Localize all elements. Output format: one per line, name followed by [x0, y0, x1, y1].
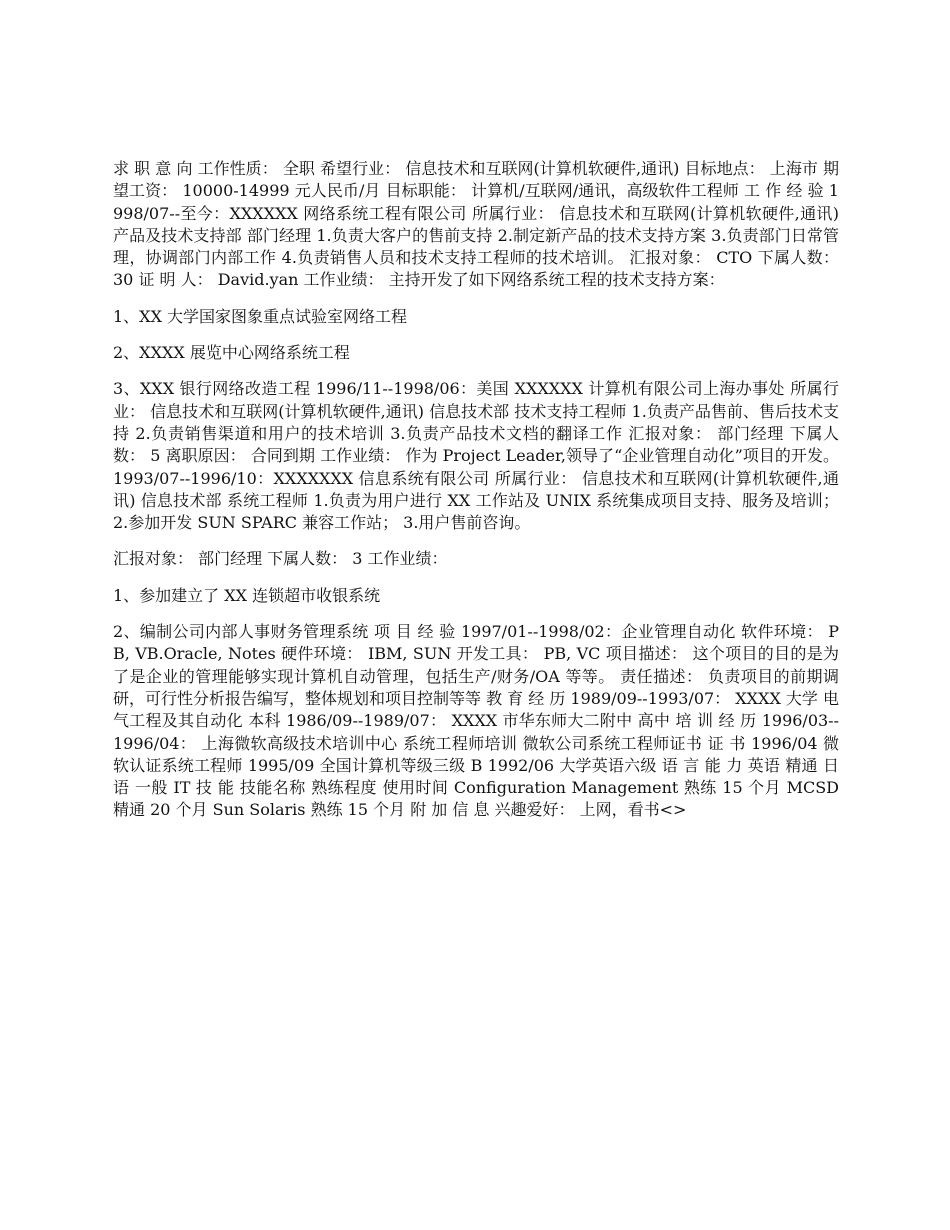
paragraph-project-1: 1、XX 大学国家图象重点试验室网络工程: [113, 306, 408, 326]
paragraph-achievement-1: 1、参加建立了 XX 连锁超市收银系统: [113, 585, 381, 605]
paragraph-project-3-and-history: 3、XXX 银行网络改造工程 1996/11--1998/06：美国 XXXXXX 计算机有限公司上海办事处 所属行业： 信息技术和互联网(计算机软硬件,通讯) 信息技术部 技术支持工程师 1.负责产品售前、售后技术支持 2.负责销售渠道和用户的技术培训 3.负责产品技术文档的翻译工作 汇报对象： 部门经理 下属人数： 5 离职原因： 合同到期 工作业绩： 作为 Project Leader,领导了“企业管理自动化”项目的开发。 1993/07--1996/10：XXXXXXX 信息系统有限公司 所属行业： 信息技术和互联网(计算机软硬件,通讯) 信息技术部 系统工程师 1.负责为用户进行 XX 工作站及 UNIX 系统集成项目支持、服务及培训； 2.参加开发 SUN SPARC 兼容工作站； 3.用户售前咨询。: [113, 379, 839, 533]
paragraph-achievement-2-and-details: 2、编制公司内部人事财务管理系统 项 目 经 验 1997/01--1998/02：企业管理自动化 软件环境： PB, VB.Oracle, Notes 硬件环境： IBM, SUN 开发工具： PB, VC 项目描述： 这个项目的目的是为了是企业的管理能够实现计算机自动管理，包括生产/财务/OA 等等。 责任描述： 负责项目的前期调研，可行性分析报告编写，整体规划和项目控制等等 教 育 经 历 1989/09--1993/07： XXXX 大学 电气工程及其自动化 本科 1986/09--1989/07： XXXX 市华东师大二附中 高中 培 训 经 历 1996/03--1996/04： 上海微软高级技术培训中心 系统工程师培训 微软公司系统工程师证书 证 书 1996/04 微软认证系统工程师 1995/09 全国计算机等级三级 B 1992/06 大学英语六级 语 言 能 力 英语 精通 日语 一般 IT 技 能 技能名称 熟练程度 使用时间 Configuration Management 熟练 15 个月 MCSD 精通 20 个月 Sun Solaris 熟练 15 个月 附 加 信 息 兴趣爱好： 上网，看书<>: [113, 622, 840, 820]
paragraph-report-info: 汇报对象： 部门经理 下属人数： 3 工作业绩：: [113, 549, 448, 569]
resume-document: [113, 158, 839, 836]
paragraph-job-intention-and-experience: 求 职 意 向 工作性质： 全职 希望行业： 信息技术和互联网(计算机软硬件,通讯) 目标地点： 上海市 期望工资： 10000-14999 元人民币/月 目标职能： 计算机/互联网/通讯，高级软件工程师 工 作 经 验 1998/07--至今：XXXXXX 网络系统工程有限公司 所属行业： 信息技术和互联网(计算机软硬件,通讯) 产品及技术支持部 部门经理 1.负责大客户的售前支持 2.制定新产品的技术支持方案 3.负责部门日常管理，协调部门内部工作 4.负责销售人员和技术支持工程师的技术培训。 汇报对象： CTO 下属人数： 30 证 明 人： David.yan 工作业绩： 主持开发了如下网络系统工程的技术支持方案：: [113, 159, 839, 290]
paragraph-project-2: 2、XXXX 展览中心网络系统工程: [113, 343, 350, 363]
